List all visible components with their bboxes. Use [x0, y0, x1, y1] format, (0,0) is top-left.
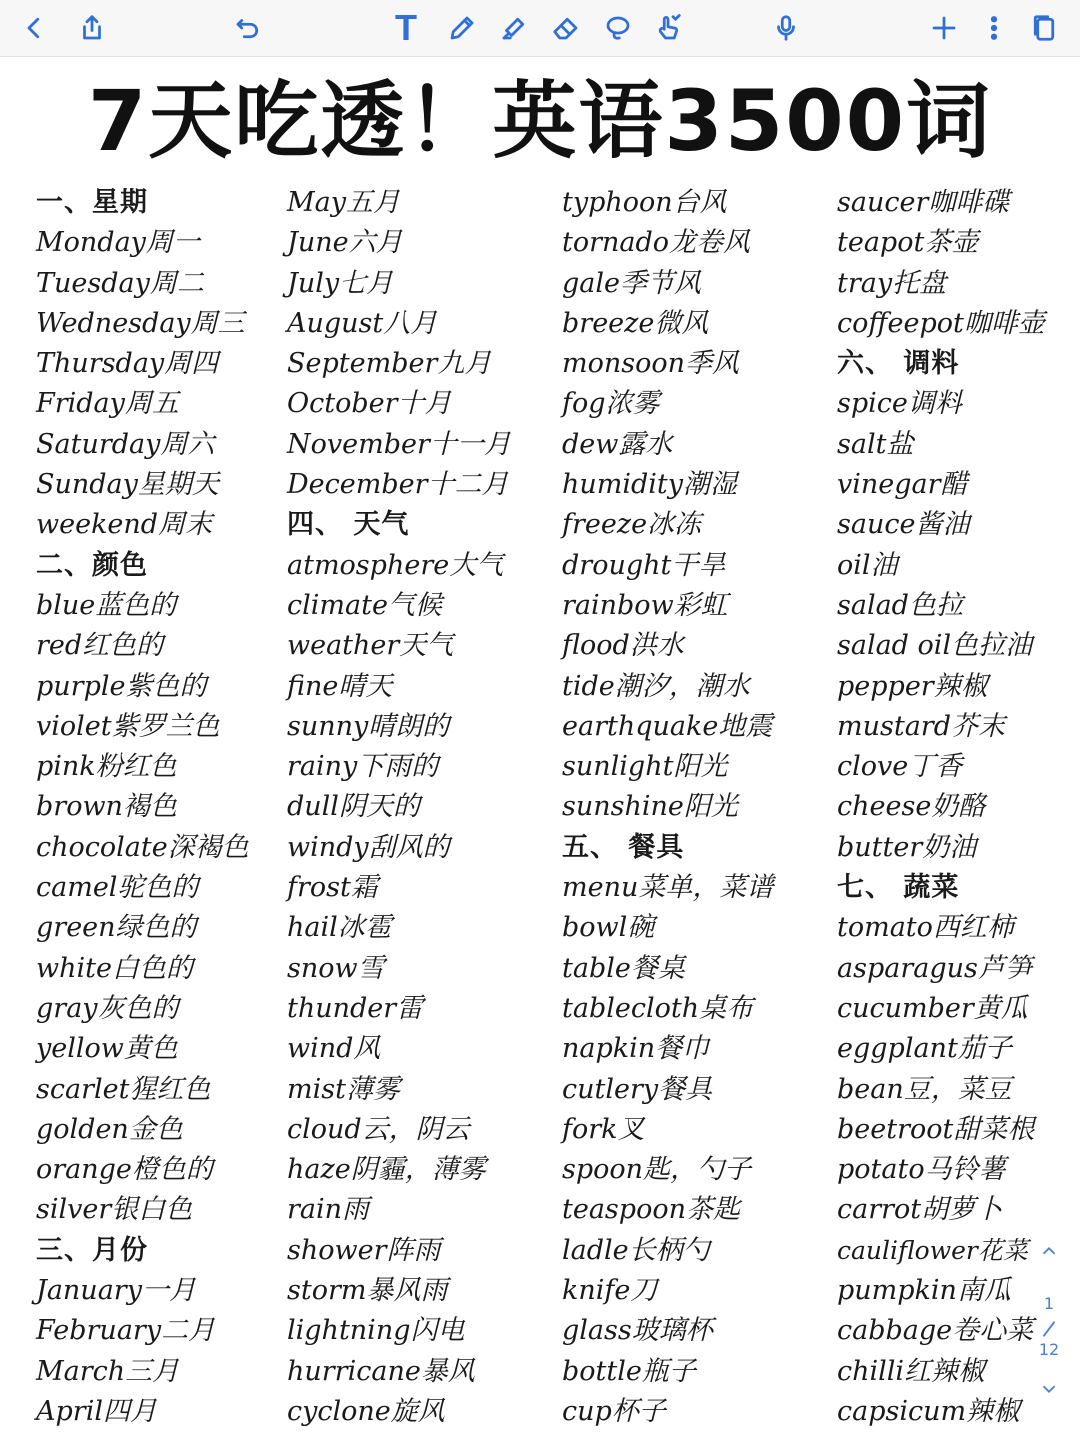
vocab-entry: pumpkin南瓜 — [837, 1275, 1011, 1307]
vocab-entry: Tuesday周二 — [36, 267, 204, 299]
vocab-entry: June六月 — [287, 227, 403, 259]
vocab-entry: chocolate深褐色 — [36, 831, 249, 863]
vocab-entry: potato马铃薯 — [837, 1154, 1006, 1186]
vocab-entry: December十二月 — [287, 469, 509, 501]
vocab-entry: rain雨 — [287, 1194, 370, 1226]
vocab-entry: camel驼色的 — [36, 872, 199, 904]
vocab-entry: rainy下雨的 — [287, 751, 439, 783]
vocab-entry: cheese奶酪 — [837, 791, 986, 823]
vocab-entry: cucumber黄瓜 — [837, 992, 1028, 1024]
vocab-entry: fine晴天 — [287, 670, 393, 702]
vocab-entry: orange橙色的 — [36, 1154, 213, 1186]
vocab-entry: April四月 — [36, 1395, 157, 1427]
vocab-entry: lightning闪电 — [287, 1315, 465, 1347]
vocab-entry: August八月 — [287, 307, 438, 339]
vocab-entry: red红色的 — [36, 630, 164, 662]
vocab-entry: butter奶油 — [837, 831, 977, 863]
vocab-entry: snow雪 — [287, 952, 385, 984]
vocab-entry: asparagus芦笋 — [837, 952, 1032, 984]
vocab-entry: haze阴霾，薄雾 — [287, 1154, 486, 1186]
section-heading: 三、月份 — [36, 1234, 148, 1266]
vocab-entry: hail冰雹 — [287, 912, 392, 944]
vocab-entry: humidity潮湿 — [562, 469, 738, 501]
vocab-entry: shower阵雨 — [287, 1234, 441, 1266]
vocab-entry: mist薄雾 — [287, 1073, 400, 1105]
vocab-entry: sunshine阳光 — [562, 791, 738, 823]
highlighter-icon[interactable] — [494, 8, 534, 48]
vocab-entry: yellow黄色 — [36, 1033, 178, 1065]
vocab-entry: hurricane暴风 — [287, 1355, 475, 1387]
section-heading: 七、 蔬菜 — [837, 872, 960, 904]
section-heading: 二、颜色 — [36, 549, 148, 581]
vocab-entry: March三月 — [36, 1355, 180, 1387]
vocab-entry: tornado龙卷风 — [562, 227, 751, 259]
vocab-entry: eggplant茄子 — [837, 1033, 1012, 1065]
vocab-entry: earthquake地震 — [562, 710, 773, 742]
vocab-entry: typhoon台风 — [562, 187, 727, 218]
more-options-icon[interactable] — [974, 8, 1014, 48]
vocab-entry: spoon匙，勺子 — [562, 1154, 752, 1186]
vocab-entry: sunlight阳光 — [562, 751, 728, 783]
column-3 — [562, 183, 773, 1432]
vocab-entry: menu菜单，菜谱 — [562, 872, 774, 904]
vocab-entry: frost霜 — [287, 872, 378, 904]
vocab-entry: atmosphere大气 — [287, 549, 504, 581]
vocab-entry: knife刀 — [562, 1275, 658, 1307]
vocab-entry: chilli红辣椒 — [837, 1355, 986, 1387]
page-indicator — [1036, 1240, 1062, 1400]
vocab-entry: spice调料 — [837, 388, 962, 420]
vocab-entry: Wednesday周三 — [36, 307, 245, 339]
vocab-entry: mustard芥末 — [837, 710, 1005, 742]
section-heading: 六、 调料 — [837, 348, 960, 380]
page-total: 12 — [1038, 1340, 1060, 1359]
vocab-entry: Friday周五 — [36, 388, 179, 420]
pen-icon[interactable] — [442, 8, 482, 48]
vocab-entry: napkin餐巾 — [562, 1033, 710, 1065]
vocab-entry: clove丁香 — [837, 751, 963, 783]
vocab-entry: pepper辣椒 — [837, 670, 988, 702]
vocab-entry: cauliflower花菜 — [837, 1235, 1028, 1265]
vocab-entry: gale季节风 — [562, 267, 701, 299]
vocab-entry: salad色拉 — [837, 589, 963, 621]
vocab-entry: gray灰色的 — [36, 992, 179, 1024]
text-tool-icon[interactable]: T — [395, 7, 417, 48]
section-heading: 一、星期 — [36, 187, 148, 218]
vocab-entry: coffeepot咖啡壶 — [837, 307, 1045, 339]
vocab-entry: tomato西红柿 — [837, 912, 1014, 944]
vocab-entry: tray托盘 — [837, 267, 947, 299]
vocab-entry: weekend周末 — [36, 509, 213, 541]
vocab-entry: oil油 — [837, 549, 898, 581]
vocab-entry: teapot茶壶 — [837, 227, 979, 259]
vocab-entry: sauce酱油 — [837, 509, 970, 541]
vocab-entry: pink粉红色 — [36, 751, 177, 783]
vocab-entry: dull阴天的 — [287, 791, 420, 823]
vocab-entry: violet紫罗兰色 — [36, 710, 220, 742]
undo-icon[interactable] — [228, 8, 268, 48]
vocab-entry: freeze冰冻 — [562, 509, 702, 541]
microphone-icon[interactable] — [766, 8, 806, 48]
vocab-entry: tablecloth桌布 — [562, 992, 754, 1024]
vocab-entry: beetroot甜菜根 — [837, 1113, 1035, 1145]
vocab-entry: thunder雷 — [287, 992, 424, 1024]
column-4 — [837, 183, 1045, 1432]
vocab-entry: cabbage卷心菜 — [837, 1315, 1034, 1347]
column-1 — [36, 183, 249, 1432]
vocab-entry: July七月 — [287, 267, 394, 299]
vocab-entry: silver银白色 — [36, 1194, 193, 1226]
page-up-chevron-icon[interactable] — [1038, 1240, 1060, 1262]
vocab-entry: vinegar醋 — [837, 469, 968, 501]
vocab-entry: green绿色的 — [36, 912, 197, 944]
back-chevron-icon[interactable] — [14, 8, 54, 48]
eraser-icon[interactable] — [546, 8, 586, 48]
vocab-entry: cyclone旋风 — [287, 1395, 445, 1427]
vocab-entry: carrot胡萝卜 — [837, 1194, 1003, 1226]
vocab-entry: white白色的 — [36, 952, 193, 984]
vocab-entry: drought干旱 — [562, 549, 726, 581]
vocab-entry: glass玻璃杯 — [562, 1315, 713, 1347]
vocab-entry: dew露水 — [562, 428, 673, 460]
vocab-entry: golden金色 — [36, 1113, 183, 1145]
vocab-entry: flood洪水 — [562, 630, 684, 662]
vocab-entry: windy刮风的 — [287, 831, 450, 863]
vocab-entry: September九月 — [287, 348, 492, 380]
vocab-entry: brown褐色 — [36, 791, 177, 823]
share-icon[interactable] — [72, 8, 112, 48]
vocab-entry: table餐桌 — [562, 952, 685, 984]
touch-gesture-icon[interactable] — [648, 8, 688, 48]
vocab-entry: November十一月 — [287, 428, 511, 460]
vocab-entry: October十月 — [287, 388, 452, 420]
vocab-entry: purple紫色的 — [36, 670, 207, 702]
vocab-entry: breeze微风 — [562, 307, 709, 339]
vocab-entry: climate气候 — [287, 589, 442, 621]
vocab-entry: salad oil色拉油 — [837, 630, 1033, 662]
vocab-entry: bowl碗 — [562, 912, 655, 944]
vocab-entry: January一月 — [36, 1275, 196, 1307]
vocab-entry: fog浓雾 — [562, 388, 660, 420]
vocab-entry: Thursday周四 — [36, 348, 219, 380]
vocab-entry: storm暴风雨 — [287, 1275, 448, 1307]
vocab-entry: ladle长柄勺 — [562, 1234, 710, 1266]
add-plus-icon[interactable] — [924, 8, 964, 48]
vocab-entry: tide潮汐，潮水 — [562, 670, 750, 702]
vocab-entry: bottle瓶子 — [562, 1355, 696, 1387]
toolbar — [0, 0, 1080, 57]
vocab-entry: May五月 — [287, 187, 400, 218]
pages-icon[interactable] — [1024, 8, 1064, 48]
lasso-icon[interactable] — [598, 8, 638, 48]
vocab-entry: cutlery餐具 — [562, 1073, 713, 1105]
vocab-entry: salt盐 — [837, 428, 914, 460]
page-title: 7天吃透！英语3500词 — [87, 72, 993, 170]
vocab-entry: scarlet猩红色 — [36, 1073, 211, 1105]
vocab-entry: Monday周一 — [36, 227, 200, 259]
section-heading: 四、 天气 — [287, 509, 410, 541]
vocab-entry: blue蓝色的 — [36, 589, 177, 621]
column-2 — [287, 183, 511, 1432]
vocab-entry: monsoon季风 — [562, 348, 740, 380]
vocab-entry: teaspoon茶匙 — [562, 1194, 740, 1226]
page-separator — [1038, 1318, 1060, 1340]
vocab-entry: bean豆，菜豆 — [837, 1073, 1012, 1105]
vocab-entry: February二月 — [36, 1315, 216, 1347]
vocab-entry: rainbow彩虹 — [562, 589, 728, 621]
note-page — [0, 57, 1080, 1440]
vocab-entry: wind风 — [287, 1033, 381, 1065]
page-down-chevron-icon[interactable] — [1038, 1378, 1060, 1400]
vocab-entry: Sunday星期天 — [36, 469, 219, 501]
vocab-entry: Saturday周六 — [36, 428, 215, 460]
vocab-entry: cloud云，阴云 — [287, 1113, 470, 1145]
vocab-entry: saucer咖啡碟 — [837, 187, 1010, 218]
vocab-entry: fork叉 — [562, 1113, 645, 1145]
vocab-entry: sunny晴朗的 — [287, 710, 450, 742]
section-heading: 五、 餐具 — [562, 831, 685, 863]
vocab-entry: cup杯子 — [562, 1395, 666, 1427]
vocab-entry: weather天气 — [287, 630, 454, 662]
vocab-entry: capsicum辣椒 — [837, 1395, 1021, 1427]
page-current: 1 — [1043, 1294, 1055, 1313]
